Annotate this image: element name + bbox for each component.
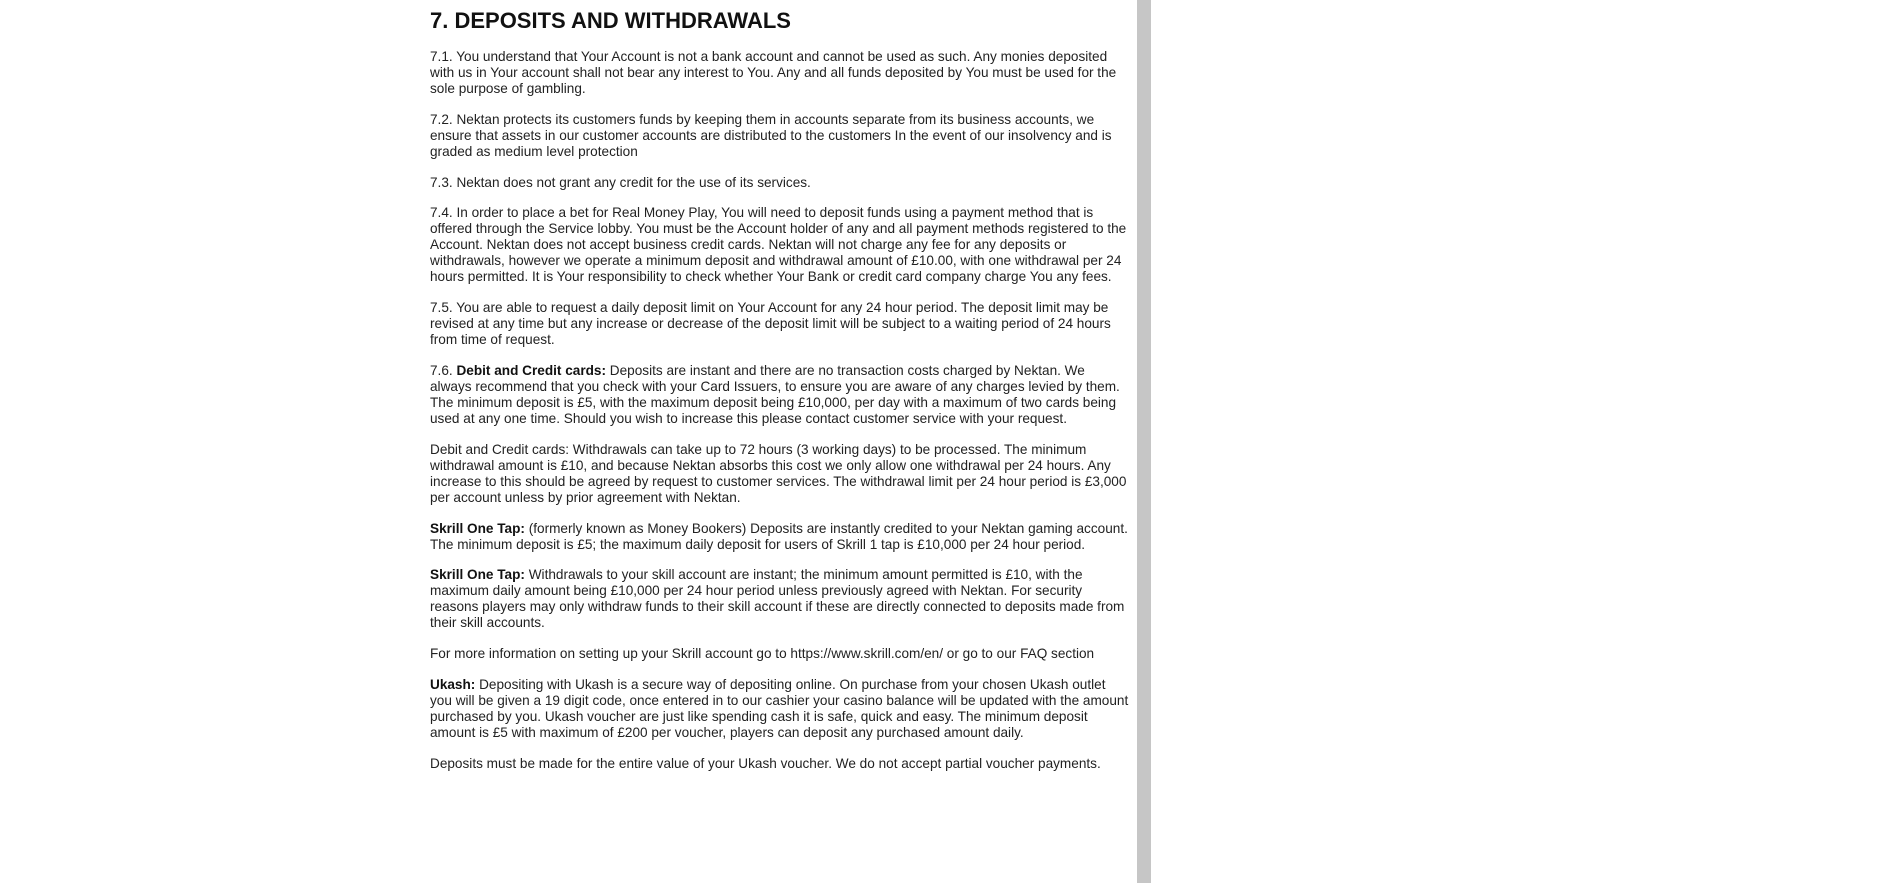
paragraph-text: Depositing with Ukash is a secure way of depositing online. On purchase from your chosen Ukash outlet you will be given a 19 digit code, once entered in to our cashier your casino balance will be updated with the amount purchased by you. Ukash voucher are just like spending cash it is safe, quick and easy. The minimum deposit amount is £5 with maximum of £200 per voucher, players can deposit any purchased amount daily. (430, 676, 1129, 740)
paragraph-ukash-partial (430, 756, 1130, 772)
paragraph-lead: Ukash: (430, 676, 476, 692)
paragraph-text: Withdrawals to your skill account are instant; the minimum amount permitted is £10, with the maximum daily amount being £10,000 per 24 hour period unless previously agreed with Nektan. For security reasons players may only withdraw funds to their skill account if these are directly connected to deposits made from their skill accounts. (430, 567, 1125, 631)
paragraph-skrill-deposits (430, 521, 1130, 553)
paragraph-text: 7.5. You are able to request a daily deposit limit on Your Account for any 24 hour period. The deposit limit may be revised at any time but any increase or decrease of the deposit limit will be subject to a waiting period of 24 hours from time of request. (430, 300, 1111, 348)
paragraph-text: Debit and Credit cards: Withdrawals can take up to 72 hours (3 working days) to be processed. The minimum withdrawal amount is £10, and because Nektan absorbs this cost we only allow one withdrawal per 24 hours. Any increase to this should be agreed by request to customer services. The withdrawal limit per 24 hour period is £3,000 per account unless by prior agreement with Nektan. (430, 441, 1127, 505)
paragraph-lead: Debit and Credit cards: (456, 362, 607, 378)
vertical-scrollbar[interactable] (1137, 0, 1151, 883)
paragraph-card-withdrawals (430, 442, 1130, 506)
paragraph-lead: Skrill One Tap: (430, 520, 525, 536)
paragraph-skrill-info (430, 646, 1130, 662)
paragraph-text: 7.4. In order to place a bet for Real Money Play, You will need to deposit funds using a payment method that is offered through the Service lobby. You must be the Account holder of any and all payment methods registered to the Account. Nektan does not accept business credit cards. Nektan will not charge any fee for any deposits or withdrawals, however we operate a minimum deposit and withdrawal amount of £10.00, with one withdrawal per 24 hours permitted. It is Your responsibility to check whether Your Bank or credit card company charge You any fees. (430, 205, 1127, 285)
paragraph-text: 7.1. You understand that Your Account is not a bank account and cannot be used as such. Any monies deposited with us in Your account shall not bear any interest to You. Any and all funds deposited by You must be used for the sole purpose of gambling. (430, 49, 1117, 96)
paragraph-7-1 (430, 49, 1130, 97)
paragraph-text: (formerly known as Money Bookers) Deposits are instantly credited to your Nektan gaming account. The minimum deposit is £5; the maximum daily deposit for users of Skrill 1 tap is £10,000 per 24 hour period. (430, 520, 1128, 552)
paragraph-text: 7.2. Nektan protects its customers funds by keeping them in accounts separate from its business accounts, we ensure that assets in our customer accounts are distributed to the customers In the event of our insolvency and is graded as medium level protection (430, 111, 1112, 159)
terms-content (430, 8, 1130, 787)
paragraph-7-2 (430, 112, 1130, 160)
paragraph-7-3 (430, 175, 1130, 191)
paragraph-lead: Skrill One Tap: (430, 567, 525, 583)
paragraph-prefix: 7.6. (430, 362, 457, 378)
paragraph-text: 7.3. Nektan does not grant any credit for the use of its services. (430, 174, 811, 190)
paragraph-text: Deposits are instant and there are no transaction costs charged by Nektan. We always recommend that you check with your Card Issuers, to ensure you are aware of any charges levied by them. The minimum deposit is £5, with the maximum deposit being £10,000, per day with a maximum of two cards being used at any one time. Should you wish to increase this please contact customer service with your request. (430, 362, 1120, 426)
paragraph-ukash (430, 677, 1130, 741)
paragraph-text: For more information on setting up your Skrill account go to https://www.skrill.com/en/ or go to our FAQ section (430, 646, 1095, 662)
paragraph-7-6 (430, 363, 1130, 427)
paragraph-skrill-withdrawals (430, 567, 1130, 631)
section-heading: 7. DEPOSITS AND WITHDRAWALS (430, 8, 791, 33)
paragraph-text: Deposits must be made for the entire value of your Ukash voucher. We do not accept partial voucher payments. (430, 755, 1101, 771)
paragraph-7-4 (430, 205, 1130, 285)
paragraph-7-5 (430, 300, 1130, 348)
